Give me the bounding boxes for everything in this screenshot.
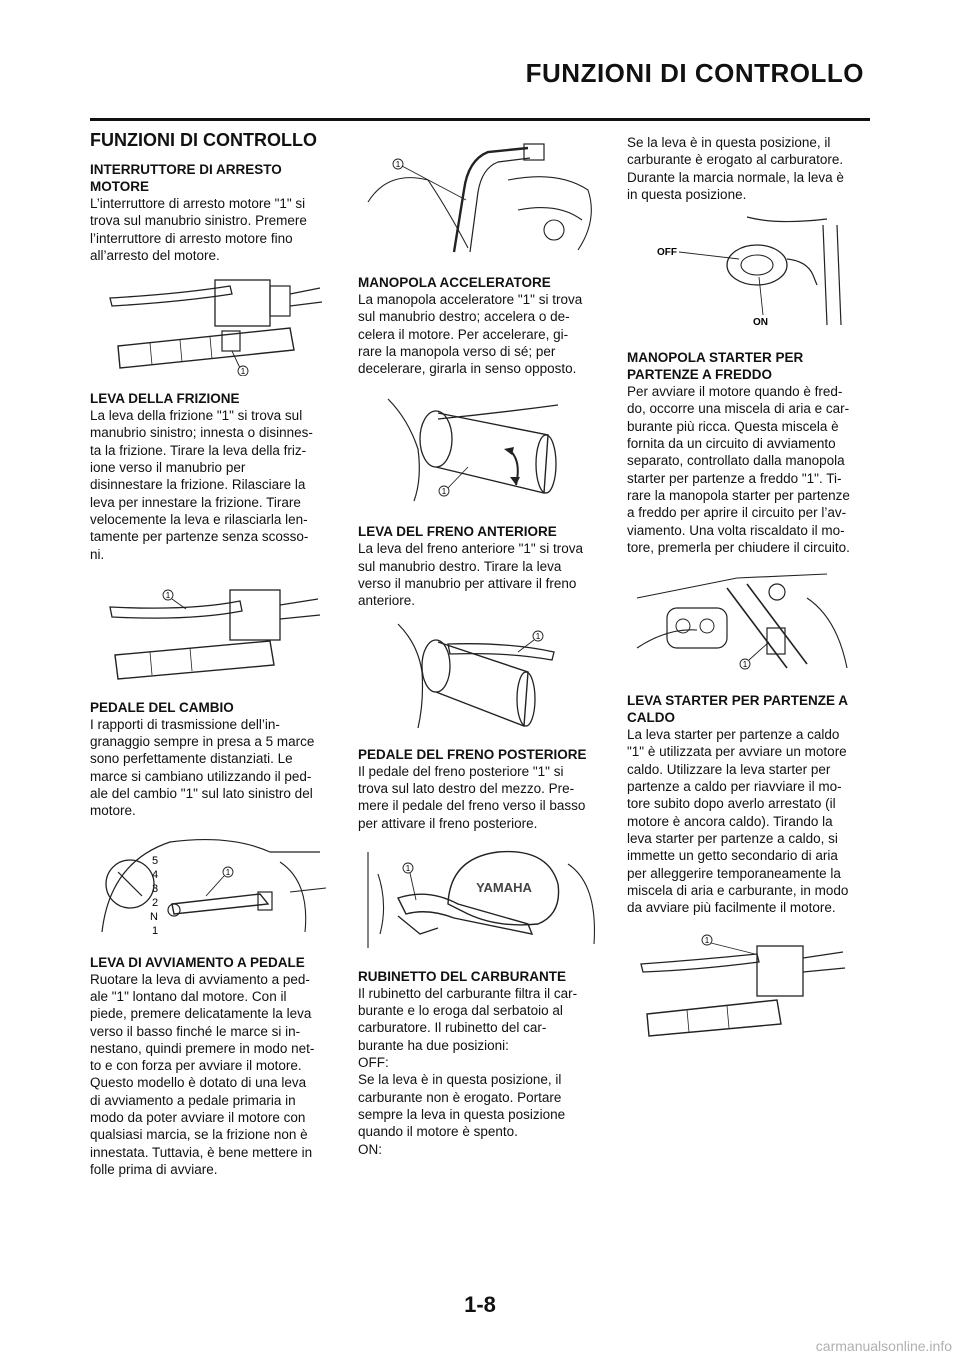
- freno-ant-text: La leva del freno anteriore "1" si trova sul manubrio destro. Tirare la leva verso il manubrio per attivare il freno anteriore.: [358, 541, 583, 609]
- starter-caldo-text: La leva starter per partenze a caldo "1" è utilizzata per avviare un motore caldo. Utilizzare la leva starter per partenze a caldo per riavviare il mo- tore subito dopo averlo arrestato (il motore è ancora caldo). Tirando la leva starter per partenze a caldo, si immette un getto secondario di aria per alleggerire temporaneamente la miscela di aria e carburante, in modo da avviare più facilmente il motore.: [627, 727, 849, 916]
- kill-switch-callout: 1: [240, 367, 246, 377]
- cold-start-figure: [627, 568, 857, 678]
- starter-freddo-text: Per avviare il motore quando è fred- do, occorre una miscela di aria e car- burante più ricca. Questa miscela è fornita da un circuito di avviamento separato, controllato dalla manopola starter per partenze a freddo "1". Ti- rare la manopola starter per partenze a freddo per aprire il circuito per l’av- viamento. Una volta riscaldato il mo- tore, premerla per chiudere il circuito.: [627, 384, 850, 555]
- page-number: 1-8: [464, 1292, 496, 1317]
- rubinetto-text: Il rubinetto del carburante filtra il car- burante e lo eroga dal serbatoio al carburatore. Il rubinetto del car- burante ha due posizioni: OFF: Se la leva è in questa posizione, il carburante non è erogato. Portare sempre la leva in questa posizione quando il motore è spento. ON:: [358, 985, 578, 1157]
- acceleratore-title: MANOPOLA ACCELERATORE: [358, 275, 551, 290]
- page-header-title: FUNZIONI DI CONTROLLO: [525, 58, 864, 88]
- gear-label-3: 3: [152, 882, 159, 895]
- throttle-cable-callout: 1: [395, 160, 401, 169]
- avviamento-text: Ruotare la leva di avviamento a ped- ale "1" lontano dal motore. Con il piede, premere delicatamente la leva verso il basso finché le marce si in- nestano, quindi premere in modo net- to e con forza per avviare il motore. Questo modello è dotato di una leva di avviamento a pedale primaria in modo da poter avviare il motore con qualsiasi marcia, se la frizione non è innestata. Tuttavia, è bene mettere in folle prima di avviare.: [90, 971, 315, 1177]
- rear-brake-callout: 1: [405, 863, 411, 873]
- acceleratore-text: La manopola acceleratore "1" si trova sul manubrio destro; accelera o de- celera il motore. Per accelerare, gi- rare la manopola verso di sé; per decelerare, girarla in senso opposto.: [358, 292, 583, 377]
- cambio-title: PEDALE DEL CAMBIO: [90, 699, 234, 715]
- frizione-title: LEVA DELLA FRIZIONE: [90, 391, 240, 407]
- shift-pedal-figure: [90, 832, 340, 940]
- column-3: [627, 134, 877, 1052]
- freno-post-title: PEDALE DEL FRENO POSTERIORE: [358, 746, 587, 762]
- frizione-text: La leva della frizione "1" si trova sul manubrio sinistro; innesta o disinnes- ta la frizione. Tirare la leva della friz- ione verso il manubrio per disinnestare la frizione. Rilasciare la leva per innestare la frizione. Tirare velocemente la leva e rilasciarla len- tamente per partenze senza scosso- ni.: [90, 408, 313, 562]
- gear-label-5: 5: [152, 854, 159, 867]
- yamaha-brand-mark: YAMAHA: [476, 879, 532, 895]
- clutch-callout: 1: [165, 590, 171, 600]
- arresto-title: INTERRUTTORE DI ARRESTO MOTORE: [90, 162, 282, 194]
- column-1: [90, 130, 340, 1178]
- column-2: [358, 140, 608, 1158]
- fuel-on-label: ON: [753, 317, 768, 329]
- throttle-callout: 1: [441, 487, 447, 497]
- throttle-grip-figure: [358, 389, 608, 509]
- rubinetto-title: RUBINETTO DEL CARBURANTE: [358, 968, 567, 984]
- freno-post-text: Il pedale del freno posteriore "1" si trova sul lato destro del mezzo. Pre- mere il pedale del freno verso il basso per attivare il freno posteriore.: [358, 763, 586, 831]
- gear-label-n: N: [150, 910, 158, 923]
- cambio-text: I rapporti di trasmissione dell’in- granaggio sempre in presa a 5 marce sono perfettamente distanziati. Le marce si cambiano utilizzando il ped- ale del cambio "1" sul lato sinistro del motore.: [90, 716, 315, 819]
- clutch-lever-figure: [90, 575, 340, 685]
- section-title: FUNZIONI DI CONTROLLO: [90, 130, 317, 150]
- gear-label-1: 1: [152, 924, 159, 937]
- arresto-text: L’interruttore di arresto motore "1" si trova sul manubrio sinistro. Premere l’interruttore di arresto motore fino all’arresto del motore.: [90, 196, 307, 263]
- fuel-cock-figure: [627, 215, 857, 335]
- kill-switch-figure: [90, 276, 340, 376]
- header-rule: [90, 118, 870, 121]
- front-brake-callout: 1: [535, 631, 541, 641]
- rear-brake-figure: [358, 844, 608, 954]
- starter-freddo-title: MANOPOLA STARTER PER PARTENZE A FREDDO: [627, 350, 804, 383]
- starter-caldo-title: LEVA STARTER PER PARTENZE A CALDO: [627, 693, 848, 726]
- front-brake-figure: [358, 622, 608, 732]
- freno-ant-title: LEVA DEL FRENO ANTERIORE: [358, 524, 557, 540]
- shift-callout: 1: [225, 867, 231, 877]
- avviamento-title: LEVA DI AVVIAMENTO A PEDALE: [90, 954, 305, 970]
- rubinetto-on-text: Se la leva è in questa posizione, il carburante è erogato al carburatore. Durante la marcia normale, la leva è in questa posizione.: [627, 135, 844, 202]
- watermark: carmanualsonline.info: [815, 1338, 952, 1354]
- hot-start-figure: [627, 928, 857, 1038]
- hot-start-callout: 1: [704, 936, 710, 946]
- gear-label-4: 4: [152, 868, 159, 881]
- fuel-off-label: OFF: [657, 247, 677, 259]
- gear-label-2: 2: [152, 896, 159, 909]
- throttle-cable-figure: [358, 140, 608, 260]
- cold-start-callout: 1: [742, 660, 748, 670]
